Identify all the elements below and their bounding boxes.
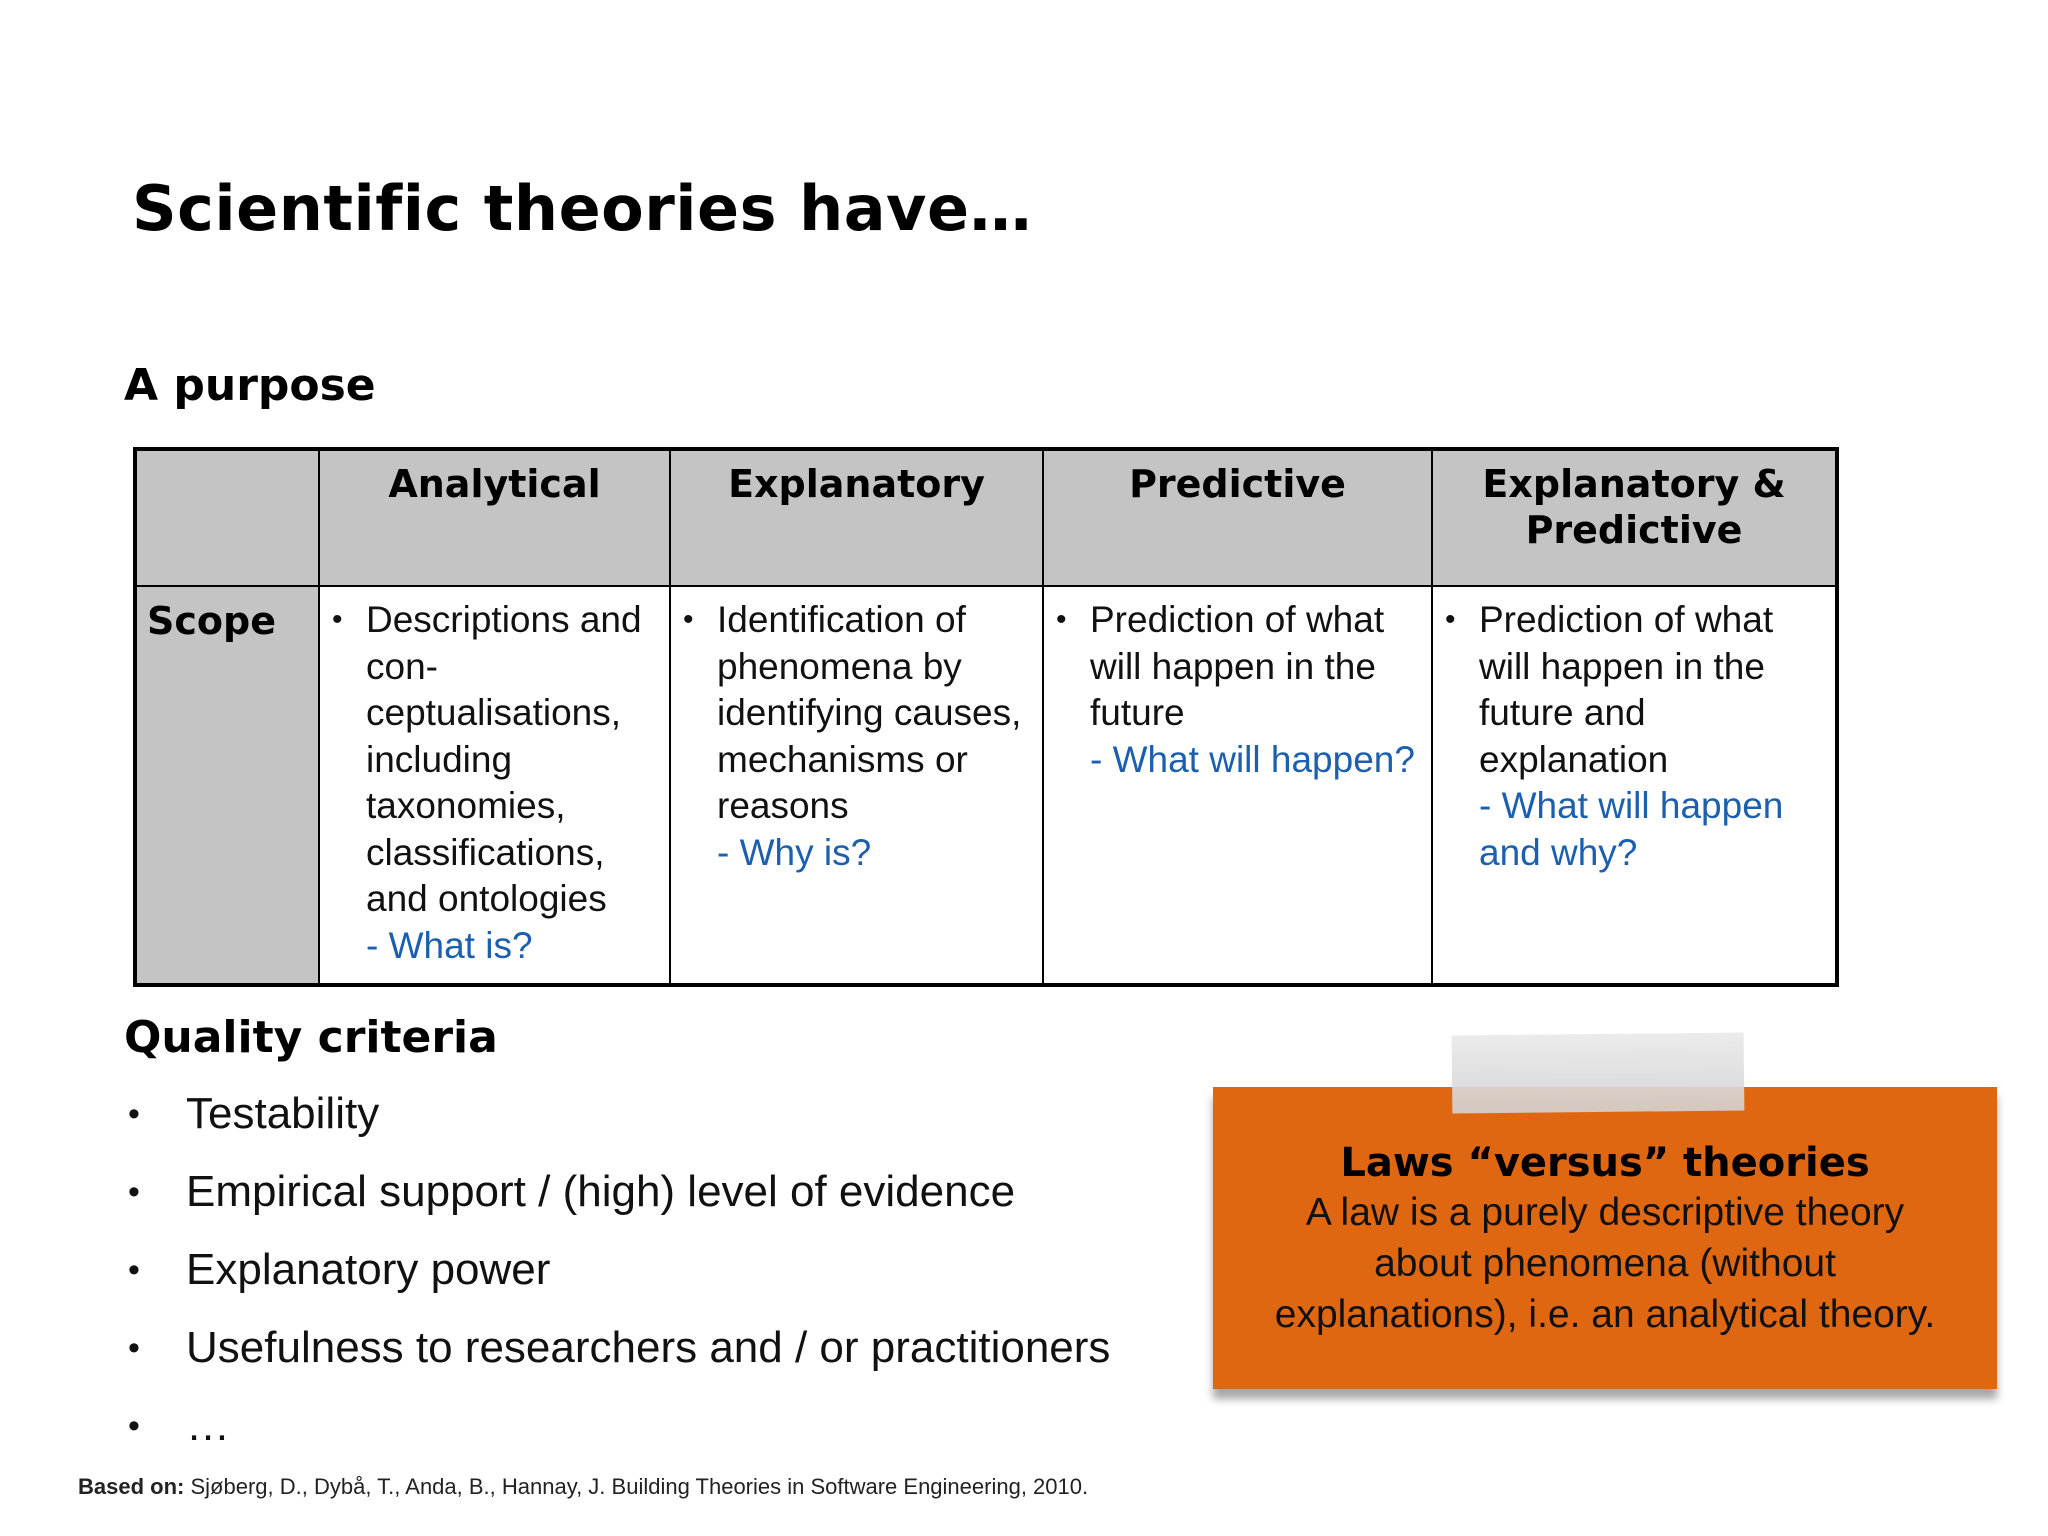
list-item [124,1322,1110,1400]
purpose-heading: A purpose [124,360,376,411]
column-header-explanatory-predictive: Explanatory & Predictive [1432,449,1837,586]
row-label-scope: Scope [135,586,319,985]
slide-title: Scientific theories have… [132,172,1033,245]
purpose-table [133,447,1839,987]
list-item-text: Testability [186,1089,380,1138]
bullet-icon: • [128,1407,140,1445]
header-empty-cell [135,449,319,586]
bullet-icon: • [332,603,343,636]
citation-footer [78,1474,1088,1500]
scope-question: - Why is? [717,831,872,873]
list-item-text: Explanatory power [186,1245,551,1294]
scope-text: Identification of phenomena by identifying causes, mechanisms or reasons [717,599,1022,826]
bullet-icon: • [683,603,694,636]
scope-question: - What will happen? [1090,738,1415,780]
scope-text: Prediction of what will happen in the future [1090,599,1385,733]
scope-text: Descriptions and con-ceptualisations, including taxonomies, classifications, and ontologies [366,599,642,919]
scope-cell-explanatory-predictive [1432,586,1837,985]
list-item [124,1166,1110,1244]
table-row-scope [135,586,1837,985]
column-header-predictive: Predictive [1043,449,1432,586]
column-header-explanatory: Explanatory [670,449,1043,586]
scope-question: - What is? [366,924,533,966]
sticky-note [1213,1087,1997,1389]
bullet-icon: • [128,1251,140,1289]
quality-criteria-list [124,1088,1110,1478]
note-body: A law is a purely descriptive theory about phenomena (without explanations), i.e. an analytical theory. [1274,1191,1936,1336]
tape-strip [1452,1032,1745,1113]
list-item [124,1244,1110,1322]
scope-text: Prediction of what will happen in the future and explanation [1479,599,1774,780]
list-item-text: Empirical support / (high) level of evidence [186,1167,1016,1216]
bullet-icon: • [1056,603,1067,636]
citation-text: Sjøberg, D., Dybå, T., Anda, B., Hannay, J. Building Theories in Software Engineering, 2010. [190,1474,1089,1499]
citation-label: Based on: [78,1474,185,1499]
bullet-icon: • [128,1095,140,1133]
column-header-analytical: Analytical [319,449,670,586]
quality-heading: Quality criteria [124,1012,498,1063]
bullet-icon: • [128,1173,140,1211]
list-item-text: … [186,1401,230,1450]
scope-cell-analytical [319,586,670,985]
list-item-text: Usefulness to researchers and / or practitioners [186,1323,1111,1372]
bullet-icon: • [1445,603,1456,636]
scope-cell-predictive [1043,586,1432,985]
note-title: Laws “versus” theories [1340,1140,1870,1186]
table-header-row [135,449,1837,586]
scope-cell-explanatory [670,586,1043,985]
list-item [124,1088,1110,1166]
list-item [124,1400,1110,1478]
bullet-icon: • [128,1329,140,1367]
scope-question: - What will happen and why? [1479,785,1784,873]
